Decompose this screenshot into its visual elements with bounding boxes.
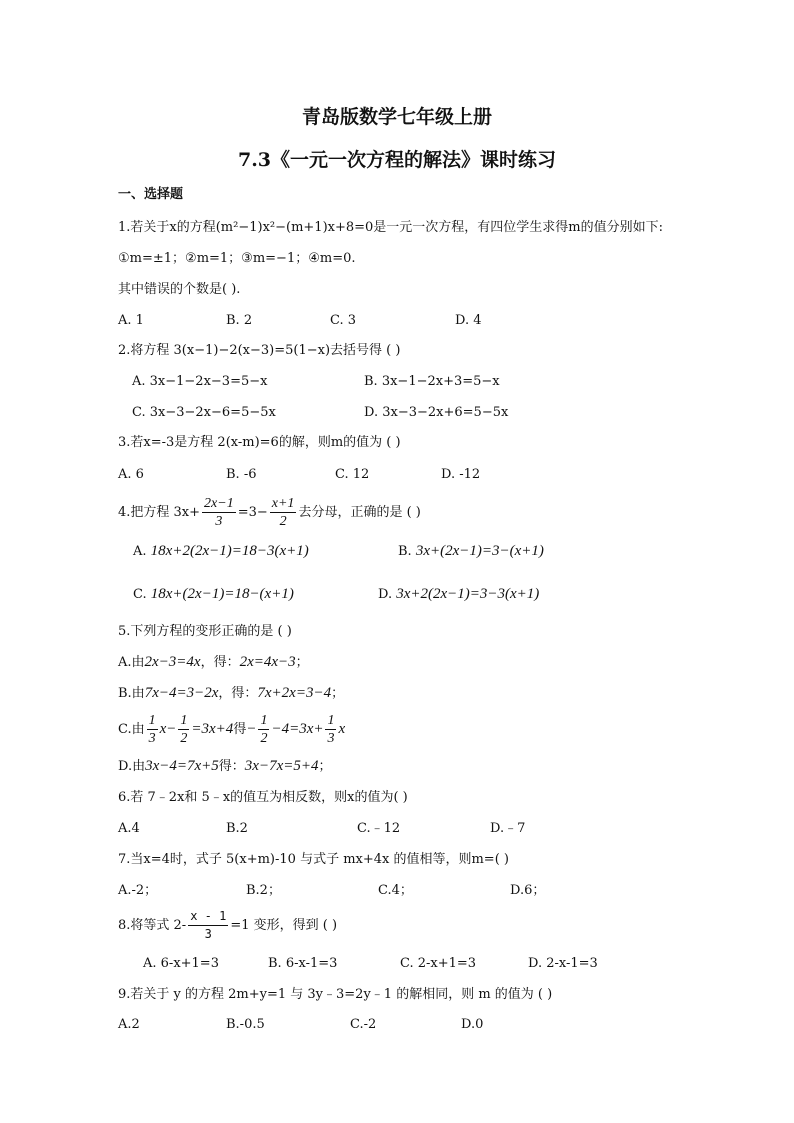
q1-option-b: B. 2 bbox=[226, 313, 253, 328]
q7-option-c: C.4； bbox=[378, 883, 413, 898]
q9-option-d: D.0 bbox=[461, 1017, 484, 1032]
q4-option-a bbox=[133, 542, 309, 561]
q5-d-expr2: 3x−7x=5+4 bbox=[244, 758, 319, 774]
q5-d-pre: D.由 bbox=[118, 759, 146, 774]
q5-c-frac3 bbox=[258, 712, 269, 747]
q9-option-a: A.2 bbox=[118, 1017, 140, 1032]
q7-option-a: A.-2； bbox=[118, 883, 158, 898]
q6-option-a: A.4 bbox=[118, 821, 140, 836]
q4-option-b-expr: 3x+(2x−1)=3−(x+1) bbox=[415, 543, 544, 559]
q9-option-b: B.-0.5 bbox=[226, 1017, 265, 1032]
q1-stem: 1.若关于x的方程(m²−1)x²−(m+1)x+8=0是一元一次方程，有四位学生求得m的值分别如下: bbox=[118, 220, 664, 235]
q5-c-term5: x bbox=[338, 721, 346, 737]
q2-option-d: D. 3x−3−2x+6=5−5x bbox=[364, 405, 509, 420]
q4-option-c-label: C. bbox=[133, 587, 147, 602]
q4-fraction-1-num: 2x−1 bbox=[204, 496, 234, 511]
q4-option-a-expr: 18x+2(2x−1)=18−3(x+1) bbox=[150, 543, 309, 559]
q5-b-post: ； bbox=[331, 686, 345, 701]
q6-stem: 6.若 7﹣2x和 5﹣x的值互为相反数，则x的值为( ) bbox=[118, 790, 408, 805]
q4-option-d-expr: 3x+2(2x−1)=3−3(x+1) bbox=[396, 586, 540, 602]
q5-a-pre: A.由 bbox=[118, 655, 145, 670]
q5-c-frac4-num: 1 bbox=[327, 713, 335, 728]
q7-option-d: D.6； bbox=[510, 883, 546, 898]
document-title: 青岛版数学七年级上册 bbox=[301, 106, 492, 128]
q5-option-c bbox=[118, 711, 345, 748]
q2-stem: 2.将方程 3(x−1)−2(x−3)=5(1−x)去括号得 ( ) bbox=[118, 343, 401, 358]
q4-fraction-2 bbox=[270, 495, 297, 530]
q3-option-a: A. 6 bbox=[118, 467, 144, 482]
q5-b-mid: ，得： bbox=[218, 686, 258, 701]
q5-c-frac4-den: 3 bbox=[327, 731, 335, 746]
q5-c-term2: =3x+4 bbox=[191, 721, 234, 737]
q5-c-mid: 得 bbox=[233, 722, 247, 737]
q8-option-a: A. 6-x+1=3 bbox=[143, 956, 219, 971]
q4-option-c-expr: 18x+(2x−1)=18−(x+1) bbox=[150, 586, 294, 602]
q4-option-a-label: A. bbox=[133, 544, 147, 559]
q4-fraction-1-den: 3 bbox=[215, 514, 223, 529]
q5-b-pre: B.由 bbox=[118, 686, 145, 701]
q3-stem: 3.若x=-3是方程 2(x-m)=6的解，则m的值为 ( ) bbox=[118, 435, 401, 450]
q1-option-d: D. 4 bbox=[455, 313, 482, 328]
q8-stem bbox=[118, 908, 337, 944]
q4-fraction-2-den: 2 bbox=[279, 514, 287, 529]
q5-d-expr1: 3x−4=7x+5 bbox=[145, 758, 219, 774]
q8-fraction-num: x - 1 bbox=[188, 908, 228, 926]
q5-c-frac3-num: 1 bbox=[260, 713, 268, 728]
q5-c-frac2 bbox=[178, 712, 189, 747]
q6-option-d: D.﹣7 bbox=[490, 821, 526, 836]
q4-option-d-label: D. bbox=[378, 587, 393, 602]
q6-option-b: B.2 bbox=[226, 821, 248, 836]
q5-a-expr2: 2x=4x−3 bbox=[239, 654, 296, 670]
q4-stem bbox=[118, 495, 421, 530]
q5-a-mid: ，得： bbox=[200, 655, 240, 670]
q1-option-a: A. 1 bbox=[118, 313, 144, 328]
q5-c-frac1-den: 3 bbox=[148, 731, 156, 746]
q5-c-frac1 bbox=[147, 712, 158, 747]
q7-stem: 7.当x=4时，式子 5(x+m)-10 与式子 mx+4x 的值相等，则m=( ) bbox=[118, 852, 509, 867]
q4-stem-post: 去分母，正确的是 ( ) bbox=[298, 505, 421, 520]
q3-option-b: B. -6 bbox=[226, 467, 257, 482]
q6-option-c: C.﹣12 bbox=[357, 821, 401, 836]
q5-c-frac2-den: 2 bbox=[180, 731, 188, 746]
q8-fraction bbox=[188, 908, 228, 943]
q4-stem-mid: =3− bbox=[237, 505, 268, 520]
document-subtitle: 7.3《一元一次方程的解法》课时练习 bbox=[237, 149, 557, 171]
q5-d-post: ； bbox=[318, 759, 332, 774]
q3-option-d: D. -12 bbox=[441, 467, 481, 482]
q4-fraction-2-num: x+1 bbox=[271, 496, 295, 511]
q8-option-c: C. 2-x+1=3 bbox=[400, 956, 477, 971]
q5-a-post: ； bbox=[295, 655, 309, 670]
q1-option-c: C. 3 bbox=[330, 313, 357, 328]
q5-a-expr1: 2x−3=4x bbox=[144, 654, 201, 670]
q5-c-term3: − bbox=[246, 721, 257, 737]
q8-option-b: B. 6-x-1=3 bbox=[268, 956, 338, 971]
q1-ask: 其中错误的个数是( ). bbox=[118, 282, 241, 297]
q9-option-c: C.-2 bbox=[350, 1017, 377, 1032]
q5-c-pre: C.由 bbox=[118, 722, 145, 737]
q1-values: ①m=±1；②m=1；③m=−1；④m=0. bbox=[118, 251, 356, 266]
q5-option-d bbox=[118, 757, 332, 776]
q4-option-c bbox=[133, 585, 294, 604]
q5-d-mid: 得： bbox=[218, 759, 245, 774]
q5-option-b bbox=[118, 684, 344, 703]
q5-c-frac4 bbox=[325, 712, 336, 747]
q5-c-frac3-den: 2 bbox=[260, 731, 268, 746]
q5-b-expr1: 7x−4=3−2x bbox=[144, 685, 219, 701]
q5-c-term4: −4=3x+ bbox=[271, 721, 324, 737]
q5-option-a bbox=[118, 653, 309, 672]
q8-stem-post: =1 变形，得到 ( ) bbox=[230, 918, 338, 933]
q8-stem-pre: 8.将等式 2- bbox=[118, 918, 187, 933]
q3-option-c: C. 12 bbox=[335, 467, 370, 482]
section-heading: 一、选择题 bbox=[118, 187, 184, 202]
q2-option-b: B. 3x−1−2x+3=5−x bbox=[364, 374, 500, 389]
q9-stem: 9.若关于 y 的方程 2m+y=1 与 3y﹣3=2y﹣1 的解相同，则 m 的值为 ( ) bbox=[118, 987, 553, 1002]
q5-stem: 5.下列方程的变形正确的是 ( ) bbox=[118, 624, 292, 639]
q4-option-b bbox=[398, 542, 544, 561]
q4-fraction-1 bbox=[202, 495, 236, 530]
q2-option-c: C. 3x−3−2x−6=5−5x bbox=[132, 405, 276, 420]
q2-option-a: A. 3x−1−2x−3=5−x bbox=[132, 374, 268, 389]
q8-option-d: D. 2-x-1=3 bbox=[528, 956, 598, 971]
q5-b-expr2: 7x+2x=3−4 bbox=[257, 685, 332, 701]
q7-option-b: B.2； bbox=[246, 883, 281, 898]
q5-c-frac2-num: 1 bbox=[180, 713, 188, 728]
q4-option-d bbox=[378, 585, 539, 604]
q5-c-term1: x− bbox=[159, 721, 177, 737]
q4-option-b-label: B. bbox=[398, 544, 412, 559]
q4-stem-pre: 4.把方程 3x+ bbox=[118, 505, 201, 520]
q8-fraction-den: 3 bbox=[204, 927, 212, 941]
q5-c-frac1-num: 1 bbox=[148, 713, 156, 728]
